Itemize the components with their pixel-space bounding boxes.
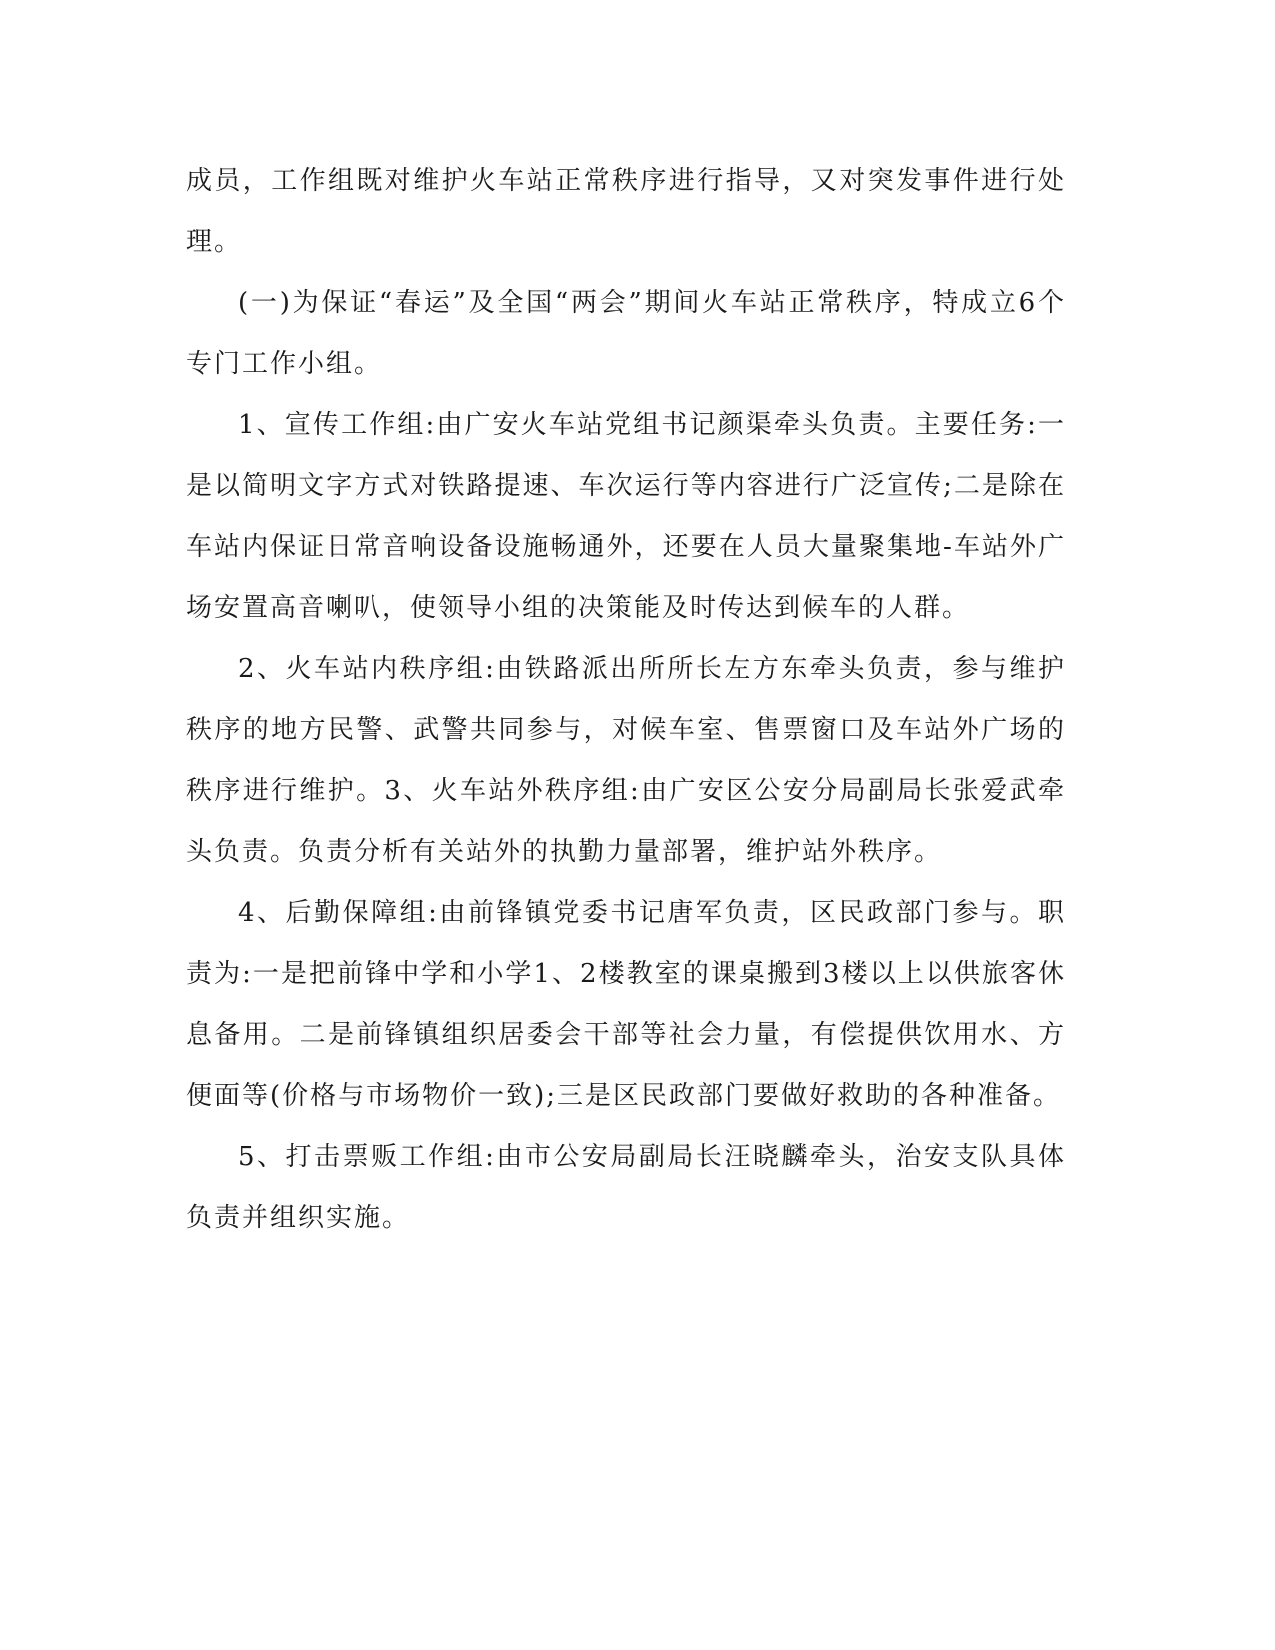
document-body (186, 151, 1066, 1249)
paragraph-publicity-group: 1、宣传工作组:由广安火车站党组书记颜渠牵头负责。主要任务:一是以简明文字方式对铁路提速、车次运行等内容进行广泛宣传;二是除在车站内保证日常音响设备设施畅通外，还要在人员大量聚集地-车站外广场安置高音喇叭，使领导小组的决策能及时传达到候车的人群。 (186, 410, 1066, 623)
paragraph-station-order-groups: 2、火车站内秩序组:由铁路派出所所长左方东牵头负责，参与维护秩序的地方民警、武警共同参与，对候车室、售票窗口及车站外广场的秩序进行维护。3、火车站外秩序组:由广安区公安分局副局长张爱武牵头负责。负责分析有关站外的执勤力量部署，维护站外秩序。 (186, 654, 1066, 867)
paragraph-intro-continuation: 成员，工作组既对维护火车站正常秩序进行指导，又对突发事件进行处理。 (186, 166, 1066, 257)
paragraph-anti-scalper-group: 5、打击票贩工作组:由市公安局副局长汪晓麟牵头，治安支队具体负责并组织实施。 (186, 1142, 1066, 1233)
paragraph-logistics-group: 4、后勤保障组:由前锋镇党委书记唐军负责，区民政部门参与。职责为:一是把前锋中学和小学1、2楼教室的课桌搬到3楼以上以供旅客休息备用。二是前锋镇组织居委会干部等社会力量，有偿提供饮用水、方便面等(价格与市场物价一致);三是区民政部门要做好救助的各种准备。 (186, 898, 1066, 1111)
paragraph-section-one: (一)为保证“春运”及全国“两会”期间火车站正常秩序，特成立6个专门工作小组。 (186, 288, 1066, 379)
